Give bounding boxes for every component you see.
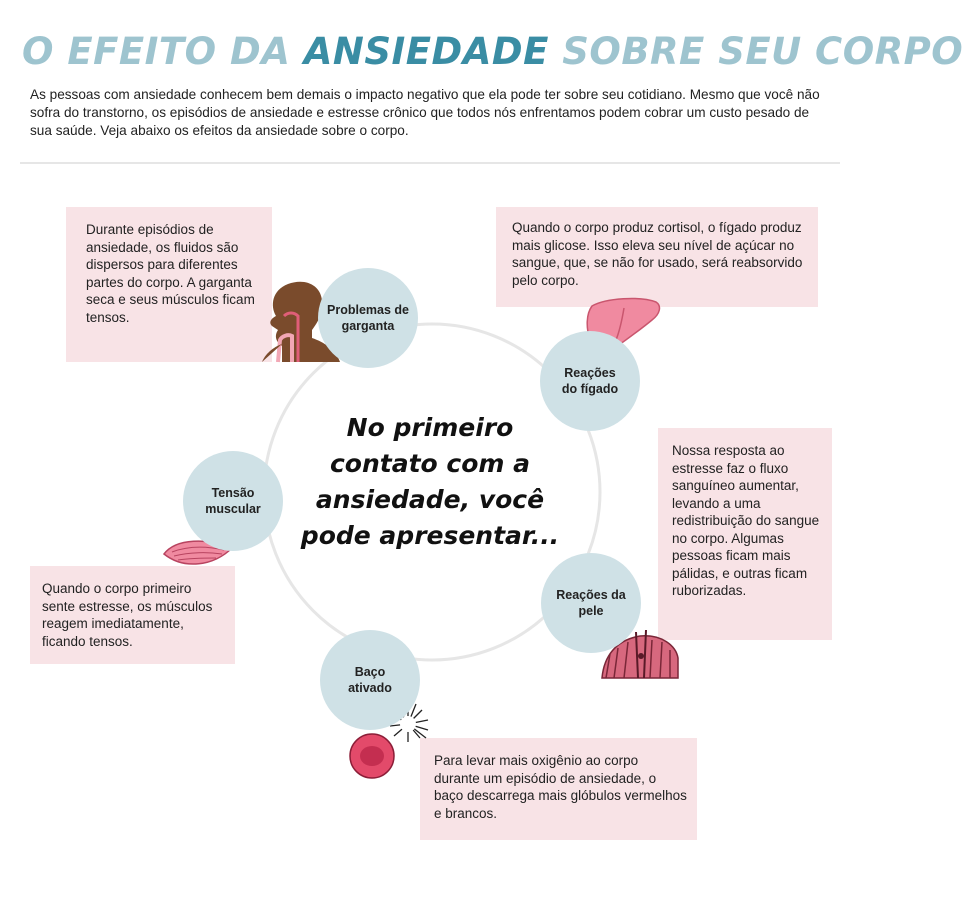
center-text: No primeiro contato com a ansiedade, você pode apresentar... (300, 413, 560, 550)
liver-label: Reações do fígado (561, 366, 619, 396)
muscle-label: Tensão muscular (205, 486, 261, 516)
intro-text: As pessoas com ansiedade conhecem bem demais o impacto negativo que ela pode ter sobre seu cotidiano. Mesmo que você não sofra do transtorno, os episódios de ansiedade e estresse crônico que todos nós enfrentamos podem cobrar um custo pesado de sua saúde. Veja abaixo os efeitos da ansiedade sobre o corpo. (30, 87, 820, 138)
title-part1: O EFEITO DA (22, 30, 304, 73)
skin-label: Reações da pele (556, 588, 626, 618)
spleen-label: Baço ativado (348, 665, 392, 695)
title-accent: ANSIEDADE (303, 30, 549, 73)
throat-circle (318, 268, 418, 368)
throat-description: Durante episódios de ansiedade, os fluidos são dispersos para diferentes partes do corpo. A garganta seca e seus músculos ficam tensos. (86, 222, 255, 325)
throat-text-box (66, 207, 272, 362)
spleen-circle (320, 630, 420, 730)
skin-circle (541, 553, 641, 653)
liver-text-box (496, 207, 818, 307)
title-part2: SOBRE SEU CORPO (548, 30, 963, 73)
liver-description: Quando o corpo produz cortisol, o fígado produz mais glicose. Isso eleva seu nível de açúcar no sangue, que, se não for usado, será reabsorvido pelo corpo. (512, 220, 803, 288)
skin-text-box (658, 428, 832, 640)
muscle-circle (183, 451, 283, 551)
muscle-description: Quando o corpo primeiro sente estresse, os músculos reagem imediatamente, ficando tensos. (42, 581, 213, 649)
spleen-description: Para levar mais oxigênio ao corpo durante um episódio de ansiedade, o baço descarrega mais glóbulos vermelhos e brancos. (434, 753, 687, 821)
throat-label: Problemas de garganta (327, 303, 409, 333)
skin-description: Nossa resposta ao estresse faz o fluxo sanguíneo aumentar, levando a uma redistribuição do sangue no corpo. Algumas pessoas ficam mais pálidas, e outras ficam ruborizadas. (672, 443, 820, 598)
spleen-text-box (420, 738, 697, 840)
muscle-text-box (30, 566, 235, 664)
